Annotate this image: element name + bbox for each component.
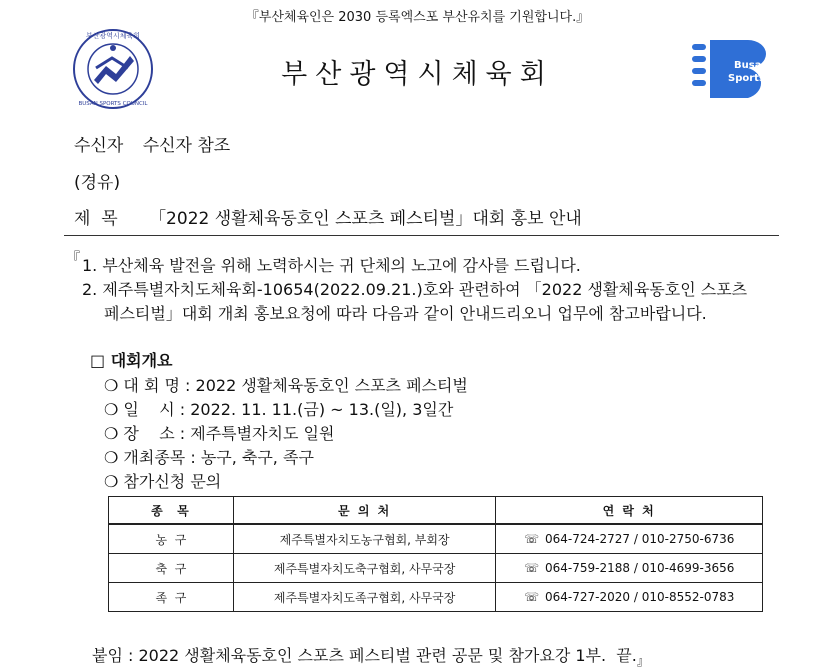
cell-sport: 족 구: [109, 583, 234, 612]
via-line: (경유): [74, 173, 121, 193]
cell-sport: 농 구: [109, 524, 234, 554]
body-item-2: 2. 제주특별자치도체육회-10654(2022.09.21.)호와 관련하여 「2022 생활체육동호인 스포츠: [82, 280, 748, 299]
cell-contact: [496, 554, 763, 583]
table-header-row: [109, 497, 763, 525]
phone-numbers: 064-759-2188 / 010-4699-3656: [545, 561, 735, 575]
subject-label: 제 목: [74, 209, 118, 229]
busan-sports-logo-icon: [690, 38, 778, 100]
cell-contact: [496, 583, 763, 612]
header-organization: 문 의 처: [233, 497, 496, 525]
overview-event-name: ❍ 대 회 명 : 2022 생활체육동호인 스포츠 페스티벌: [104, 376, 468, 395]
overview-sports: ❍ 개최종목 : 농구, 축구, 족구: [104, 448, 314, 467]
recipient-value: 수신자 참조: [142, 136, 231, 156]
phone-icon: ☏: [524, 561, 540, 575]
open-quote-mark: 『: [66, 251, 80, 267]
subject-line: [74, 204, 582, 229]
cell-organization: 제주특별자치도축구협회, 사무국장: [233, 554, 496, 583]
svg-text:Busan: Busan: [734, 60, 769, 71]
attachment-line: [92, 643, 649, 669]
overview-inquiry: ❍ 참가신청 문의: [104, 472, 222, 491]
recipient-line: [74, 131, 230, 156]
overview-venue: ❍ 장 소 : 제주특별자치도 일원: [104, 424, 335, 443]
body-item-2-continued: 페스티벌」대회 개최 홍보요청에 따라 다음과 같이 안내드리오니 업무에 참고바랍니다.: [104, 304, 707, 323]
attachment-text: 붙임 : 2022 생활체육동호인 스포츠 페스티벌 관련 공문 및 참가요강 1부. 끝.: [92, 646, 637, 665]
svg-text:부산광역시체육회: 부산광역시체육회: [85, 32, 141, 40]
phone-icon: ☏: [524, 590, 540, 604]
phone-numbers: 064-724-2727 / 010-2750-6736: [545, 532, 735, 546]
header-contact: 연 락 처: [496, 497, 763, 525]
phone-icon: ☏: [524, 532, 540, 546]
phone-numbers: 064-727-2020 / 010-8552-0783: [545, 590, 735, 604]
header-sport: 종 목: [109, 497, 234, 525]
subject-value: 「2022 생활체육동호인 스포츠 페스티벌」대회 홍보 안내: [149, 209, 582, 229]
body-item-1: 1. 부산체육 발전을 위해 노력하시는 귀 단체의 노고에 감사를 드립니다.: [82, 256, 581, 275]
cell-organization: 제주특별자치도농구협회, 부회장: [233, 524, 496, 554]
table-row: [109, 583, 763, 612]
table-row: [109, 524, 763, 554]
cell-organization: 제주특별자치도족구협회, 사무국장: [233, 583, 496, 612]
overview-dates: ❍ 일 시 : 2022. 11. 11.(금) ~ 13.(일), 3일간: [104, 400, 454, 419]
cell-sport: 축 구: [109, 554, 234, 583]
cell-contact: [496, 524, 763, 554]
motto: 『부산체육인은 2030 등록엑스포 부산유치를 기원합니다.』: [245, 10, 590, 25]
recipient-label: 수신자: [74, 136, 124, 156]
table-row: [109, 554, 763, 583]
overview-title: □ 대회개요: [90, 351, 173, 370]
contact-table: [108, 496, 763, 612]
svg-text:Sports: Sports: [728, 73, 765, 84]
org-title: 부산광역시체육회: [281, 59, 554, 90]
divider: [64, 235, 779, 236]
close-quote-mark: 』: [636, 654, 649, 668]
svg-text:BUSAN SPORTS COUNCIL: BUSAN SPORTS COUNCIL: [78, 101, 148, 107]
